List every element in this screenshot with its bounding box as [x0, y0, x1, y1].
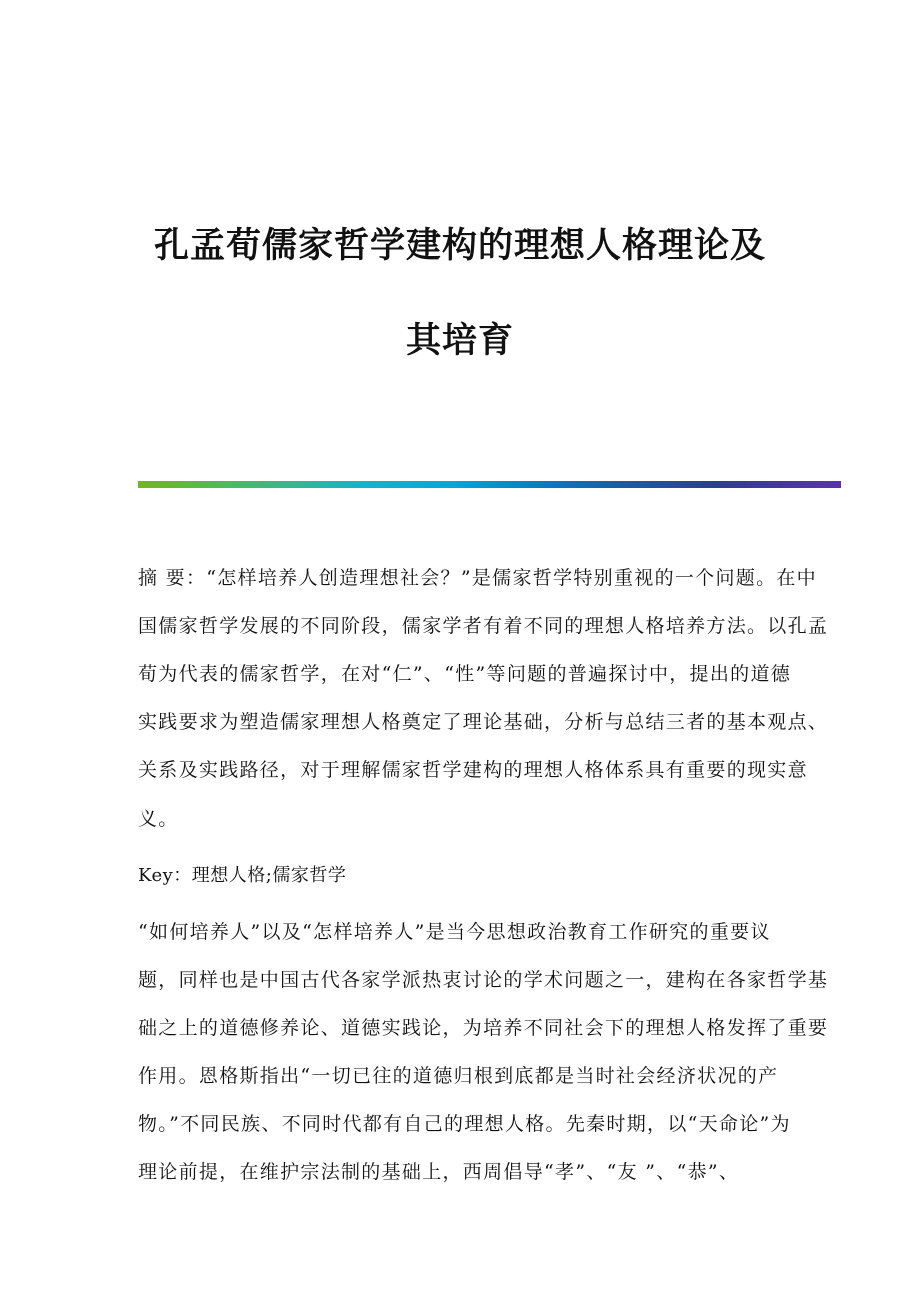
document-title-line-2: 其培育 — [405, 320, 514, 361]
keywords: Key：理想人格;儒家哲学 — [138, 865, 347, 886]
body-line: 础之上的道德修养论、道德实践论，为培养不同社会下的理想人格发挥了重要 — [138, 1017, 829, 1039]
body-line: 作用。恩格斯指出“一切已往的道德归根到底都是当时社会经济状况的产 — [138, 1065, 779, 1087]
abstract-line: 义。 — [138, 808, 179, 830]
body-line: 理论前提，在维护宗法制的基础上，西周倡导“孝”、“友 ”、“恭”、 — [138, 1161, 740, 1183]
body-line: 题，同样也是中国古代各家学派热衷讨论的学术问题之一，建构在各家哲学基 — [138, 969, 829, 991]
abstract-line: 摘 要：“怎样培养人创造理想社会？”是儒家哲学特别重视的一个问题。在中 — [138, 567, 817, 589]
abstract-line: 实践要求为塑造儒家理想人格奠定了理论基础，分析与总结三者的基本观点、 — [138, 711, 829, 733]
abstract-line: 关系及实践路径，对于理解儒家哲学建构的理想人格体系具有重要的现实意 — [138, 759, 808, 781]
body-line: 物。”不同民族、不同时代都有自己的理想人格。先秦时期，以“天命论”为 — [138, 1113, 791, 1135]
abstract-line: 国儒家哲学发展的不同阶段，儒家学者有着不同的理想人格培养方法。以孔孟 — [138, 615, 829, 637]
gradient-divider — [138, 481, 841, 488]
body-line: “如何培养人”以及“怎样培养人”是当今思想政治教育工作研究的重要议 — [138, 921, 771, 943]
abstract-line: 荀为代表的儒家哲学，在对“仁”、“性”等问题的普遍探讨中，提出的道德 — [138, 663, 792, 685]
document-title-line-1: 孔孟荀儒家哲学建构的理想人格理论及 — [153, 225, 766, 266]
